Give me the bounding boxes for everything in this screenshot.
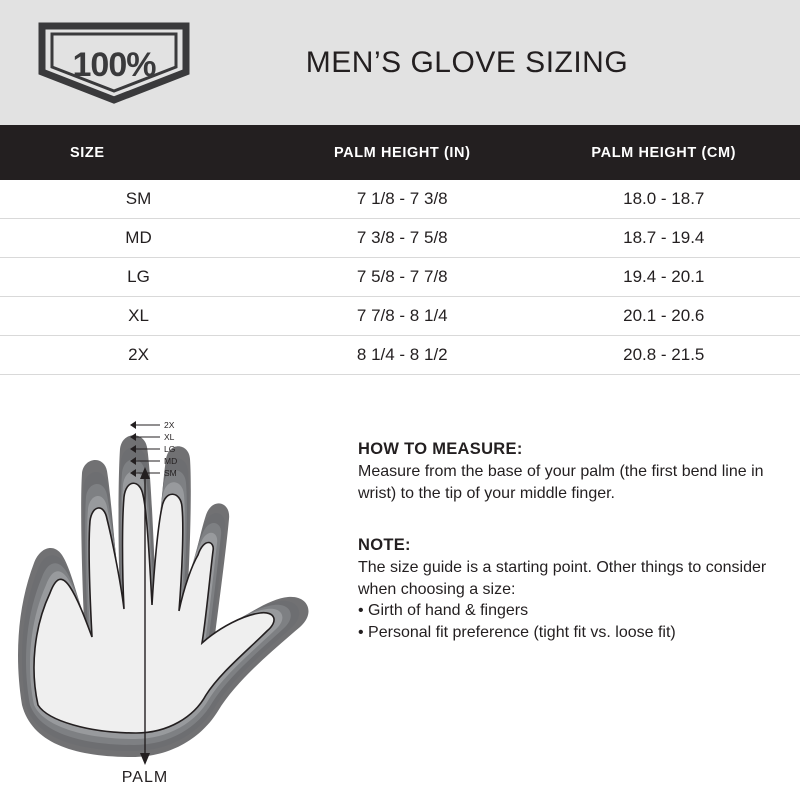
how-to-measure-body: Measure from the base of your palm (the first bend line in wrist) to the tip of your middle finger.	[358, 463, 764, 502]
cell-size: LG	[0, 258, 277, 297]
table-body	[0, 180, 800, 375]
cell-palm-in: 8 1/4 - 8 1/2	[277, 336, 528, 375]
page-header	[0, 0, 800, 125]
note-title: NOTE:	[358, 536, 411, 555]
table-row	[0, 219, 800, 258]
sizing-table	[0, 125, 800, 375]
list-item: • Girth of hand & fingers	[358, 602, 529, 620]
size-tick-label-sm: SM	[164, 468, 177, 478]
cell-size: MD	[0, 219, 277, 258]
cell-palm-in: 7 5/8 - 7 7/8	[277, 258, 528, 297]
hand-diagram	[0, 375, 350, 795]
cell-palm-cm: 18.0 - 18.7	[528, 180, 800, 219]
table-row	[0, 336, 800, 375]
size-tick-label-lg: LG	[164, 444, 176, 454]
palm-label: PALM	[121, 769, 169, 786]
cell-palm-cm: 19.4 - 20.1	[528, 258, 800, 297]
cell-palm-in: 7 7/8 - 8 1/4	[277, 297, 528, 336]
table-row	[0, 297, 800, 336]
cell-palm-cm: 20.8 - 21.5	[528, 336, 800, 375]
brand-logo	[34, 20, 194, 106]
size-tick-label-xl: XL	[164, 432, 175, 442]
how-to-measure-block	[358, 440, 778, 504]
cell-size: XL	[0, 297, 277, 336]
cell-palm-in: 7 3/8 - 7 5/8	[277, 219, 528, 258]
size-tick-label-2x: 2X	[164, 420, 175, 430]
svg-text:100%: 100%	[72, 45, 156, 84]
column-header-palm-height-cm: PALM HEIGHT (CM)	[591, 144, 737, 161]
column-header-palm-height-in: PALM HEIGHT (IN)	[333, 144, 471, 161]
size-tick-label-md: MD	[164, 456, 178, 466]
table-row	[0, 180, 800, 219]
table-row	[0, 258, 800, 297]
cell-size: SM	[0, 180, 277, 219]
cell-size: 2X	[0, 336, 277, 375]
note-bullets	[358, 600, 778, 643]
note-body: The size guide is a starting point. Other things to consider when choosing a size:	[358, 559, 767, 598]
table-header-row	[0, 125, 800, 180]
column-header-size: SIZE	[70, 144, 105, 161]
cell-palm-cm: 20.1 - 20.6	[528, 297, 800, 336]
list-item: • Personal fit preference (tight fit vs. loose fit)	[358, 623, 676, 641]
how-to-measure-title: HOW TO MEASURE:	[358, 440, 523, 458]
info-panel	[358, 440, 778, 644]
page-title: MEN’S GLOVE SIZING	[305, 45, 629, 79]
note-block	[358, 536, 778, 643]
lower-section	[0, 375, 800, 795]
cell-palm-in: 7 1/8 - 7 3/8	[277, 180, 528, 219]
table-header	[0, 125, 800, 180]
cell-palm-cm: 18.7 - 19.4	[528, 219, 800, 258]
